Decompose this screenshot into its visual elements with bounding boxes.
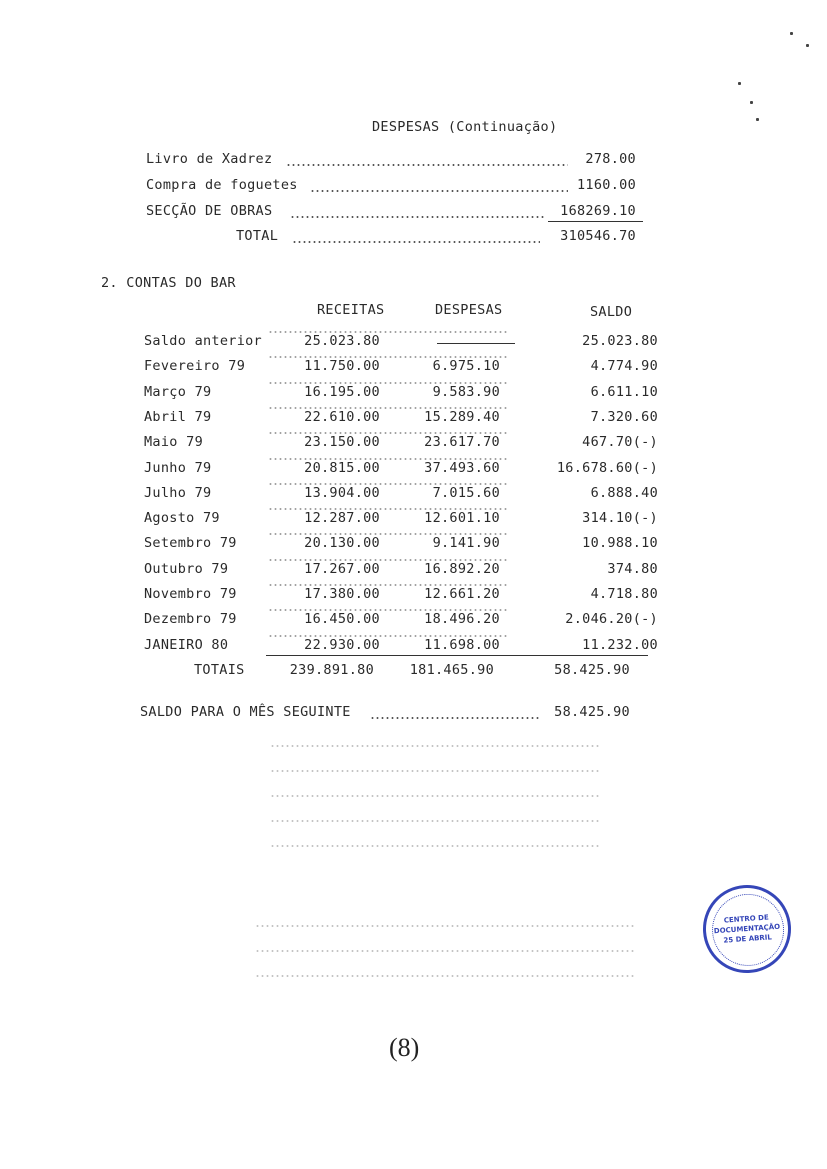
despesas-item-label: Livro de Xadrez xyxy=(146,151,273,167)
row-receitas: 17.380.00 xyxy=(304,586,380,602)
row-dots xyxy=(268,559,508,561)
row-dots xyxy=(268,407,508,409)
underline xyxy=(548,221,643,222)
leader-dots xyxy=(286,164,568,166)
column-header-receitas: RECEITAS xyxy=(317,302,385,318)
row-label: Dezembro 79 xyxy=(144,611,237,627)
row-dots xyxy=(268,584,508,586)
leader-dots xyxy=(370,717,540,719)
row-saldo: 467.70(-) xyxy=(582,434,658,450)
row-receitas: 23.150.00 xyxy=(304,434,380,450)
page-number: (8) xyxy=(389,1033,420,1062)
row-label: Saldo anterior xyxy=(144,333,262,349)
row-receitas: 20.130.00 xyxy=(304,535,380,551)
row-dots xyxy=(268,533,508,535)
row-saldo: 4.718.80 xyxy=(590,586,658,602)
row-label: Julho 79 xyxy=(144,485,212,501)
leader-dots xyxy=(290,216,546,218)
totals-despesas: 181.465.90 xyxy=(409,662,494,678)
row-despesas: 9.583.90 xyxy=(432,384,500,400)
row-label: JANEIRO 80 xyxy=(144,637,229,653)
row-label: Fevereiro 79 xyxy=(144,358,246,374)
despesas-item-value: 1160.00 xyxy=(577,177,636,193)
stamp-line: DOCUMENTAÇÃO xyxy=(713,922,781,936)
row-despesas: 15.289.40 xyxy=(424,409,500,425)
row-saldo: 7.320.60 xyxy=(590,409,658,425)
row-saldo: 6.888.40 xyxy=(590,485,658,501)
row-receitas: 22.930.00 xyxy=(304,637,380,653)
row-label: Novembro 79 xyxy=(144,586,237,602)
row-saldo: 16.678.60(-) xyxy=(556,460,658,476)
row-receitas: 16.450.00 xyxy=(304,611,380,627)
despesas-total-label: TOTAL xyxy=(236,228,279,244)
row-despesas: 37.493.60 xyxy=(424,460,500,476)
row-saldo: 4.774.90 xyxy=(590,358,658,374)
totals-saldo: 58.425.90 xyxy=(554,662,630,678)
row-dots xyxy=(268,382,508,384)
row-label: Outubro 79 xyxy=(144,561,229,577)
despesas-item-label: SECÇÃO DE OBRAS xyxy=(146,203,273,219)
speck xyxy=(738,82,741,85)
row-receitas: 20.815.00 xyxy=(304,460,380,476)
row-dots xyxy=(268,609,508,611)
row-saldo: 314.10(-) xyxy=(582,510,658,526)
row-receitas: 12.287.00 xyxy=(304,510,380,526)
totals-receitas: 239.891.80 xyxy=(289,662,374,678)
column-header-despesas: DESPESAS xyxy=(435,302,503,318)
row-dots xyxy=(268,635,508,637)
speck xyxy=(790,32,793,35)
row-dots xyxy=(268,458,508,460)
row-receitas: 25.023.80 xyxy=(304,333,380,349)
speck xyxy=(806,44,809,47)
row-receitas: 22.610.00 xyxy=(304,409,380,425)
speck xyxy=(750,101,753,104)
despesas-item-value: 168269.10 xyxy=(560,203,636,219)
ghost-dots xyxy=(270,795,600,797)
row-label: Abril 79 xyxy=(144,409,212,425)
row-label: Junho 79 xyxy=(144,460,212,476)
despesas-title: DESPESAS (Continuação) xyxy=(372,119,558,135)
speck xyxy=(756,118,759,121)
ghost-dots xyxy=(270,745,600,747)
row-despesas: 7.015.60 xyxy=(432,485,500,501)
row-saldo: 2.046.20(-) xyxy=(565,611,658,627)
stamp-ring xyxy=(710,892,787,969)
row-despesas: 9.141.90 xyxy=(432,535,500,551)
column-header-saldo: SALDO xyxy=(590,304,633,320)
row-label: Maio 79 xyxy=(144,434,203,450)
row-despesas: 12.601.10 xyxy=(424,510,500,526)
ghost-dots xyxy=(255,925,635,927)
totals-label: TOTAIS xyxy=(194,662,245,678)
stamp-line: 25 DE ABRIL xyxy=(723,933,773,945)
row-dots xyxy=(268,356,508,358)
row-label: Março 79 xyxy=(144,384,212,400)
row-despesas: 23.617.70 xyxy=(424,434,500,450)
leader-dots xyxy=(292,241,540,243)
ghost-dots xyxy=(270,845,600,847)
leader-dots xyxy=(310,190,568,192)
row-saldo: 11.232.00 xyxy=(582,637,658,653)
despesas-item-value: 278.00 xyxy=(585,151,636,167)
row-receitas: 16.195.00 xyxy=(304,384,380,400)
ghost-dots xyxy=(270,820,600,822)
row-despesas: 12.661.20 xyxy=(424,586,500,602)
row-label: Agosto 79 xyxy=(144,510,220,526)
row-despesas: 6.975.10 xyxy=(432,358,500,374)
saldo-seguinte-value: 58.425.90 xyxy=(554,704,630,720)
row-dots xyxy=(268,508,508,510)
row-despesas: 16.892.20 xyxy=(424,561,500,577)
row-receitas: 13.904.00 xyxy=(304,485,380,501)
row-saldo: 6.611.10 xyxy=(590,384,658,400)
row-dots xyxy=(268,331,508,333)
row-receitas: 11.750.00 xyxy=(304,358,380,374)
ghost-dots xyxy=(270,770,600,772)
ghost-dots xyxy=(255,950,635,952)
row-despesas: 18.496.20 xyxy=(424,611,500,627)
row-dots xyxy=(268,483,508,485)
row-despesas: 11.698.00 xyxy=(424,637,500,653)
row-receitas: 17.267.00 xyxy=(304,561,380,577)
row-saldo: 25.023.80 xyxy=(582,333,658,349)
row-label: Setembro 79 xyxy=(144,535,237,551)
stamp-line: CENTRO DE xyxy=(723,913,769,925)
section-heading: 2. CONTAS DO BAR xyxy=(101,275,236,291)
university-stamp xyxy=(700,882,794,976)
row-dots xyxy=(268,432,508,434)
totals-rule xyxy=(266,655,648,656)
despesas-total-value: 310546.70 xyxy=(560,228,636,244)
despesas-item-label: Compra de foguetes xyxy=(146,177,298,193)
blank-despesas-line xyxy=(437,343,515,344)
row-saldo: 10.988.10 xyxy=(582,535,658,551)
row-saldo: 374.80 xyxy=(607,561,658,577)
saldo-seguinte-label: SALDO PARA O MÊS SEGUINTE xyxy=(140,704,351,720)
ghost-dots xyxy=(255,975,635,977)
